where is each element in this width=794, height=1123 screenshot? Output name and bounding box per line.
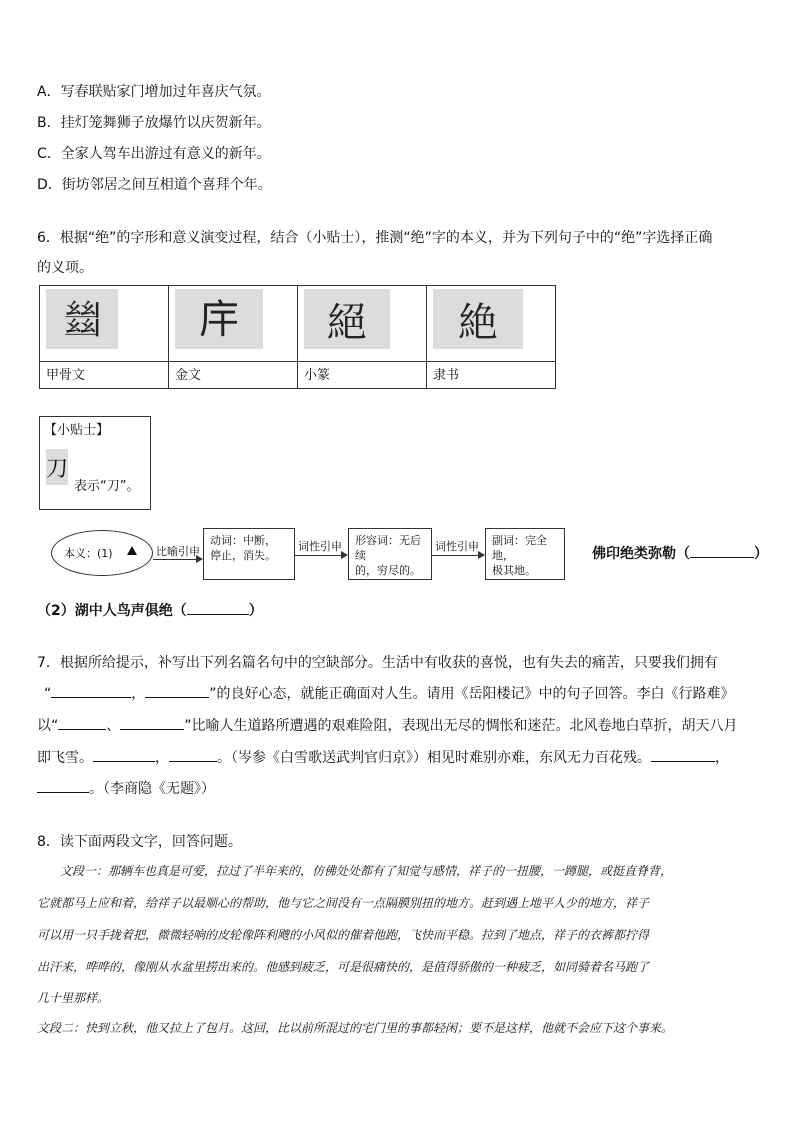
arrow-head-2 bbox=[341, 551, 348, 559]
question-8-title: 8．读下面两段文字，回答问题。 bbox=[37, 834, 242, 850]
passage-1-line4: 出汗来，哗哗的，像刚从水盆里捞出来的。他感到疲乏，可是很痛快的，是值得骄傲的一种疲乏，如同骑着名马跑了 bbox=[37, 960, 650, 974]
glyph-cell-seal bbox=[298, 286, 427, 388]
question-6-line2: 的义项。 bbox=[37, 260, 93, 276]
question-7-line5: 。（李商隐《无题》） bbox=[37, 779, 215, 799]
answer-blank-2[interactable] bbox=[187, 614, 249, 615]
question-6-line1: 6．根据“绝”的字形和意义演变过程，结合（小贴士），推测“绝”字的本义，并为下列句子中的“绝”字选择正确 bbox=[37, 230, 713, 246]
triangle-icon bbox=[127, 546, 137, 555]
option-a: A．写春联贴家门增加过年喜庆气氛。 bbox=[37, 84, 271, 100]
q7-blank-3[interactable] bbox=[58, 729, 106, 730]
flow-box-verb: 动词：中断， 停止，消失。 bbox=[203, 528, 295, 580]
passage-1-line1: 文段一：那辆车也真是可爱，拉过了半年来的，仿佛处处都有了知觉与感情，祥子的一扭腰，一蹲腿，或挺直脊背， bbox=[60, 864, 673, 878]
glyph-label-seal: 小篆 bbox=[304, 368, 331, 383]
glyph-label-oracle: 甲骨文 bbox=[46, 368, 86, 383]
passage-1-line2: 它就都马上应和着，给祥子以最顺心的帮助，他与它之间没有一点隔膜别扭的地方。赶到遇上地平人少的地方，祥子 bbox=[37, 896, 650, 910]
q7-blank-8[interactable] bbox=[37, 792, 89, 793]
origin-label: 本义：(1) bbox=[64, 547, 113, 560]
q7-blank-1[interactable] bbox=[51, 697, 131, 698]
oracle-glyph-image: 𢇍 bbox=[46, 289, 118, 349]
arrow-label-1: 比喻引申 bbox=[156, 545, 200, 558]
question-7-line1: 7．根据所给提示，补写出下列名篇名句中的空缺部分。生活中有收获的喜悦，也有失去的痛苦，只要我们拥有 bbox=[37, 655, 718, 671]
glyph-label-bronze: 金文 bbox=[175, 368, 202, 383]
arrow-label-2: 词性引申 bbox=[298, 540, 342, 553]
passage-1-line3: 可以用一只手拢着把，微微轻响的皮轮像阵利飕的小风似的催着他跑，飞快而平稳。拉到了地点，祥子的衣裤都拧得 bbox=[37, 928, 650, 942]
option-b: B．挂灯笼舞狮子放爆竹以庆贺新年。 bbox=[37, 115, 271, 131]
glyph-cell-bronze bbox=[169, 286, 298, 388]
glyph-evolution-table bbox=[39, 285, 556, 389]
q7-blank-7[interactable] bbox=[651, 761, 715, 762]
sentence-1: 佛印绝类弥勒（ ） bbox=[592, 546, 768, 562]
answer-blank-1[interactable] bbox=[690, 557, 754, 558]
passage-2-line1: 文段二：快到立秋，他又拉上了包月。这回，比以前所混过的宅门里的事都轻闲；要不是这样，他就不会应下这个事来。 bbox=[37, 1021, 674, 1035]
question-7-line2: “ ， ”的良好心态，就能正确面对人生。请用《岳阳楼记》中的句子回答。李白《行路难》 bbox=[44, 686, 735, 702]
passage-1-line5: 几十里那样。 bbox=[37, 991, 110, 1005]
tip-text: 表示“刀”。 bbox=[74, 479, 140, 494]
question-7-line4: 即飞雪。 ， 。（岑参《白雪歌送武判官归京》）相见时难别亦难，东风无力百花残。 ， bbox=[37, 750, 729, 766]
knife-glyph-image: 刀 bbox=[46, 449, 68, 485]
flow-box-adverb: 副词：完全地， 极其地。 bbox=[485, 528, 565, 580]
arrow-head-3 bbox=[478, 551, 485, 559]
question-7-line3: 以“ 、 ”比喻人生道路所遭遇的艰难险阻，表现出无尽的惆怅和迷茫。北风卷地白草折，胡天八月 bbox=[37, 718, 738, 734]
option-c: C．全家人驾车出游过有意义的新年。 bbox=[37, 146, 271, 162]
q7-blank-5[interactable] bbox=[93, 761, 155, 762]
glyph-cell-oracle bbox=[40, 286, 169, 388]
flow-box-adjective: 形容词：无后续 的，穷尽的。 bbox=[348, 528, 432, 580]
tip-title: 【小贴士】 bbox=[44, 423, 110, 438]
arrow-head-1 bbox=[196, 555, 203, 563]
glyph-label-clerical: 隶书 bbox=[433, 368, 460, 383]
glyph-cell-clerical bbox=[427, 286, 555, 388]
sentence-2: （2）湖中人鸟声俱绝（ ） bbox=[37, 603, 263, 619]
q7-blank-6[interactable] bbox=[169, 761, 217, 762]
q7-blank-4[interactable] bbox=[120, 729, 184, 730]
tip-box bbox=[39, 416, 151, 510]
clerical-glyph-image: 絶 bbox=[433, 289, 523, 349]
seal-glyph-image: 絕 bbox=[304, 289, 390, 349]
bronze-glyph-image: 𢇛 bbox=[175, 289, 263, 349]
q7-blank-2[interactable] bbox=[145, 697, 209, 698]
arrow-label-3: 词性引申 bbox=[435, 540, 479, 553]
option-d: D．街坊邻居之间互相道个喜拜个年。 bbox=[37, 177, 272, 193]
